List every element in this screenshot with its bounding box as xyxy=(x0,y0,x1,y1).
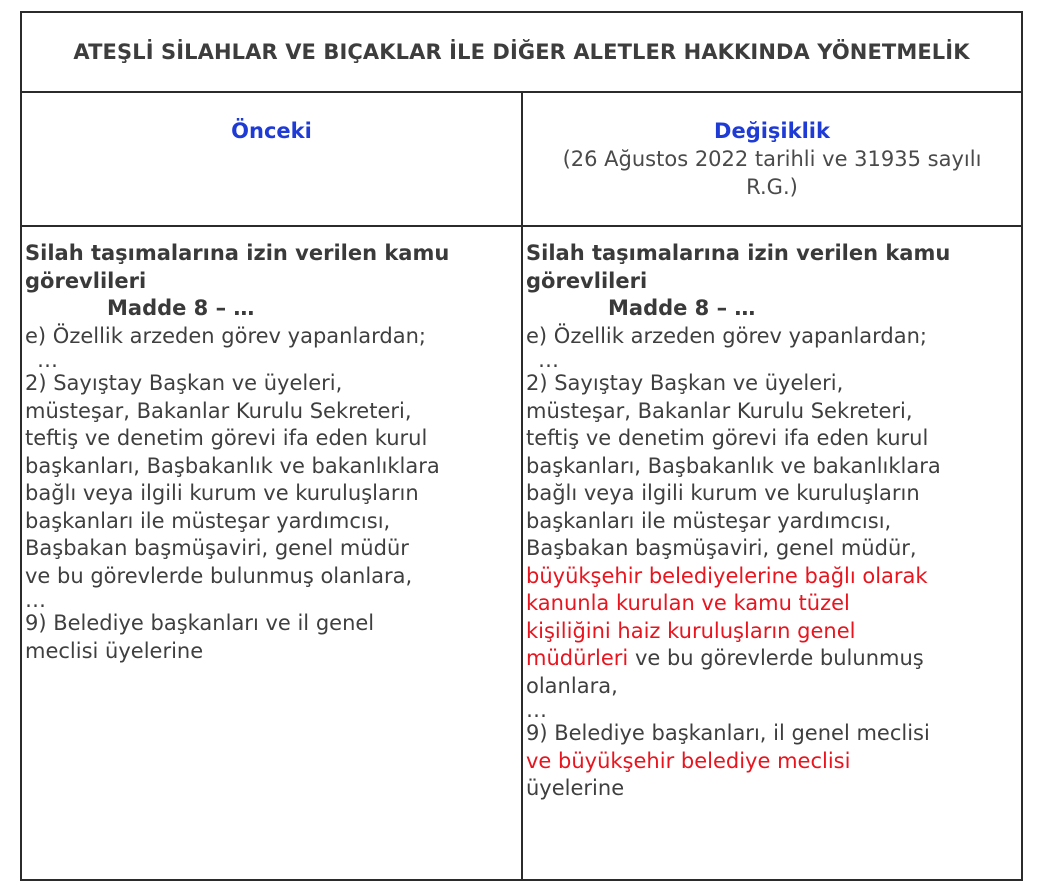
amended-text-line: kanunla kurulan ve kamu tüzel xyxy=(526,591,850,615)
header-previous xyxy=(22,117,521,145)
ellipsis: … xyxy=(37,348,58,372)
header-change xyxy=(532,117,1012,201)
item9-line: üyelerine xyxy=(526,776,625,800)
item2-line: teftiş ve denetim görevi ifa eden kurul xyxy=(25,426,428,450)
change-label: Değişiklik xyxy=(714,119,830,143)
item2-line: bağlı veya ilgili kurum ve kuruluşların xyxy=(526,481,920,505)
item2-line: başkanları, Başbakanlık ve bakanlıklara xyxy=(25,453,440,478)
item2-line: başkanları ile müsteşar yardımcısı, xyxy=(526,508,892,533)
ellipsis: … xyxy=(526,698,547,722)
item2-line: ve bu görevlerde bulunmuş olanlara, xyxy=(25,563,413,588)
item-e: e) Özellik arzeden görev yapanlardan; xyxy=(526,323,928,348)
item-e: e) Özellik arzeden görev yapanlardan; xyxy=(25,323,427,348)
item2-mixed-rest: ve bu görevlerde bulunmuş xyxy=(628,646,924,670)
article-heading-line2: görevlileri xyxy=(526,268,648,293)
article-heading-line1: Silah taşımalarına izin verilen kamu xyxy=(25,241,450,265)
previous-label: Önceki xyxy=(231,119,312,143)
item2-line: 2) Sayıştay Başkan ve üyeleri, xyxy=(25,371,343,395)
item2-line: Başbakan başmüşaviri, genel müdür xyxy=(25,536,409,560)
article-heading-line1: Silah taşımalarına izin verilen kamu xyxy=(526,241,951,265)
column-divider xyxy=(521,91,523,879)
item2-line: başkanları ile müsteşar yardımcısı, xyxy=(25,508,391,533)
item2-line: müsteşar, Bakanlar Kurulu Sekreteri, xyxy=(526,398,913,423)
gazette-reference-line2: R.G.) xyxy=(746,175,798,199)
amended-text-line: büyükşehir belediyelerine bağlı olarak xyxy=(526,563,928,588)
item9-line: 9) Belediye başkanları, il genel meclisi xyxy=(526,721,930,745)
item2-line: Başbakan başmüşaviri, genel müdür, xyxy=(526,536,917,560)
amended-text-fragment: müdürleri xyxy=(526,646,629,670)
change-text-cell xyxy=(526,240,996,803)
item2-line: müsteşar, Bakanlar Kurulu Sekreteri, xyxy=(25,398,412,423)
amended-text-line: ve büyükşehir belediye meclisi xyxy=(526,748,851,773)
amended-text-line: kişiliğini haiz kuruluşların genel xyxy=(526,618,856,643)
article-heading-line2: görevlileri xyxy=(25,268,147,293)
item2-line: başkanları, Başbakanlık ve bakanlıklara xyxy=(526,453,941,478)
item2-line: teftiş ve denetim görevi ifa eden kurul xyxy=(526,426,929,450)
item2-line: 2) Sayıştay Başkan ve üyeleri, xyxy=(526,371,844,395)
document-title: ATEŞLİ SİLAHLAR VE BIÇAKLAR İLE DİĞER ALETLER HAKKINDA YÖNETMELİK xyxy=(73,40,970,64)
item2-line: olanlara, xyxy=(526,673,618,698)
title-row xyxy=(22,13,1021,93)
gazette-reference-line1: (26 Ağustos 2022 tarihli ve 31935 sayılı xyxy=(562,147,982,171)
previous-text-cell xyxy=(25,240,491,665)
item9-line: 9) Belediye başkanları ve il genel xyxy=(25,611,375,635)
article-number: Madde 8 – … xyxy=(107,296,255,320)
item2-mixed-line xyxy=(526,645,996,673)
item2-line: bağlı veya ilgili kurum ve kuruluşların xyxy=(25,481,419,505)
ellipsis: … xyxy=(538,348,559,372)
item9-line: meclisi üyelerine xyxy=(25,638,204,663)
ellipsis: … xyxy=(25,588,46,612)
article-number: Madde 8 – … xyxy=(608,296,756,320)
